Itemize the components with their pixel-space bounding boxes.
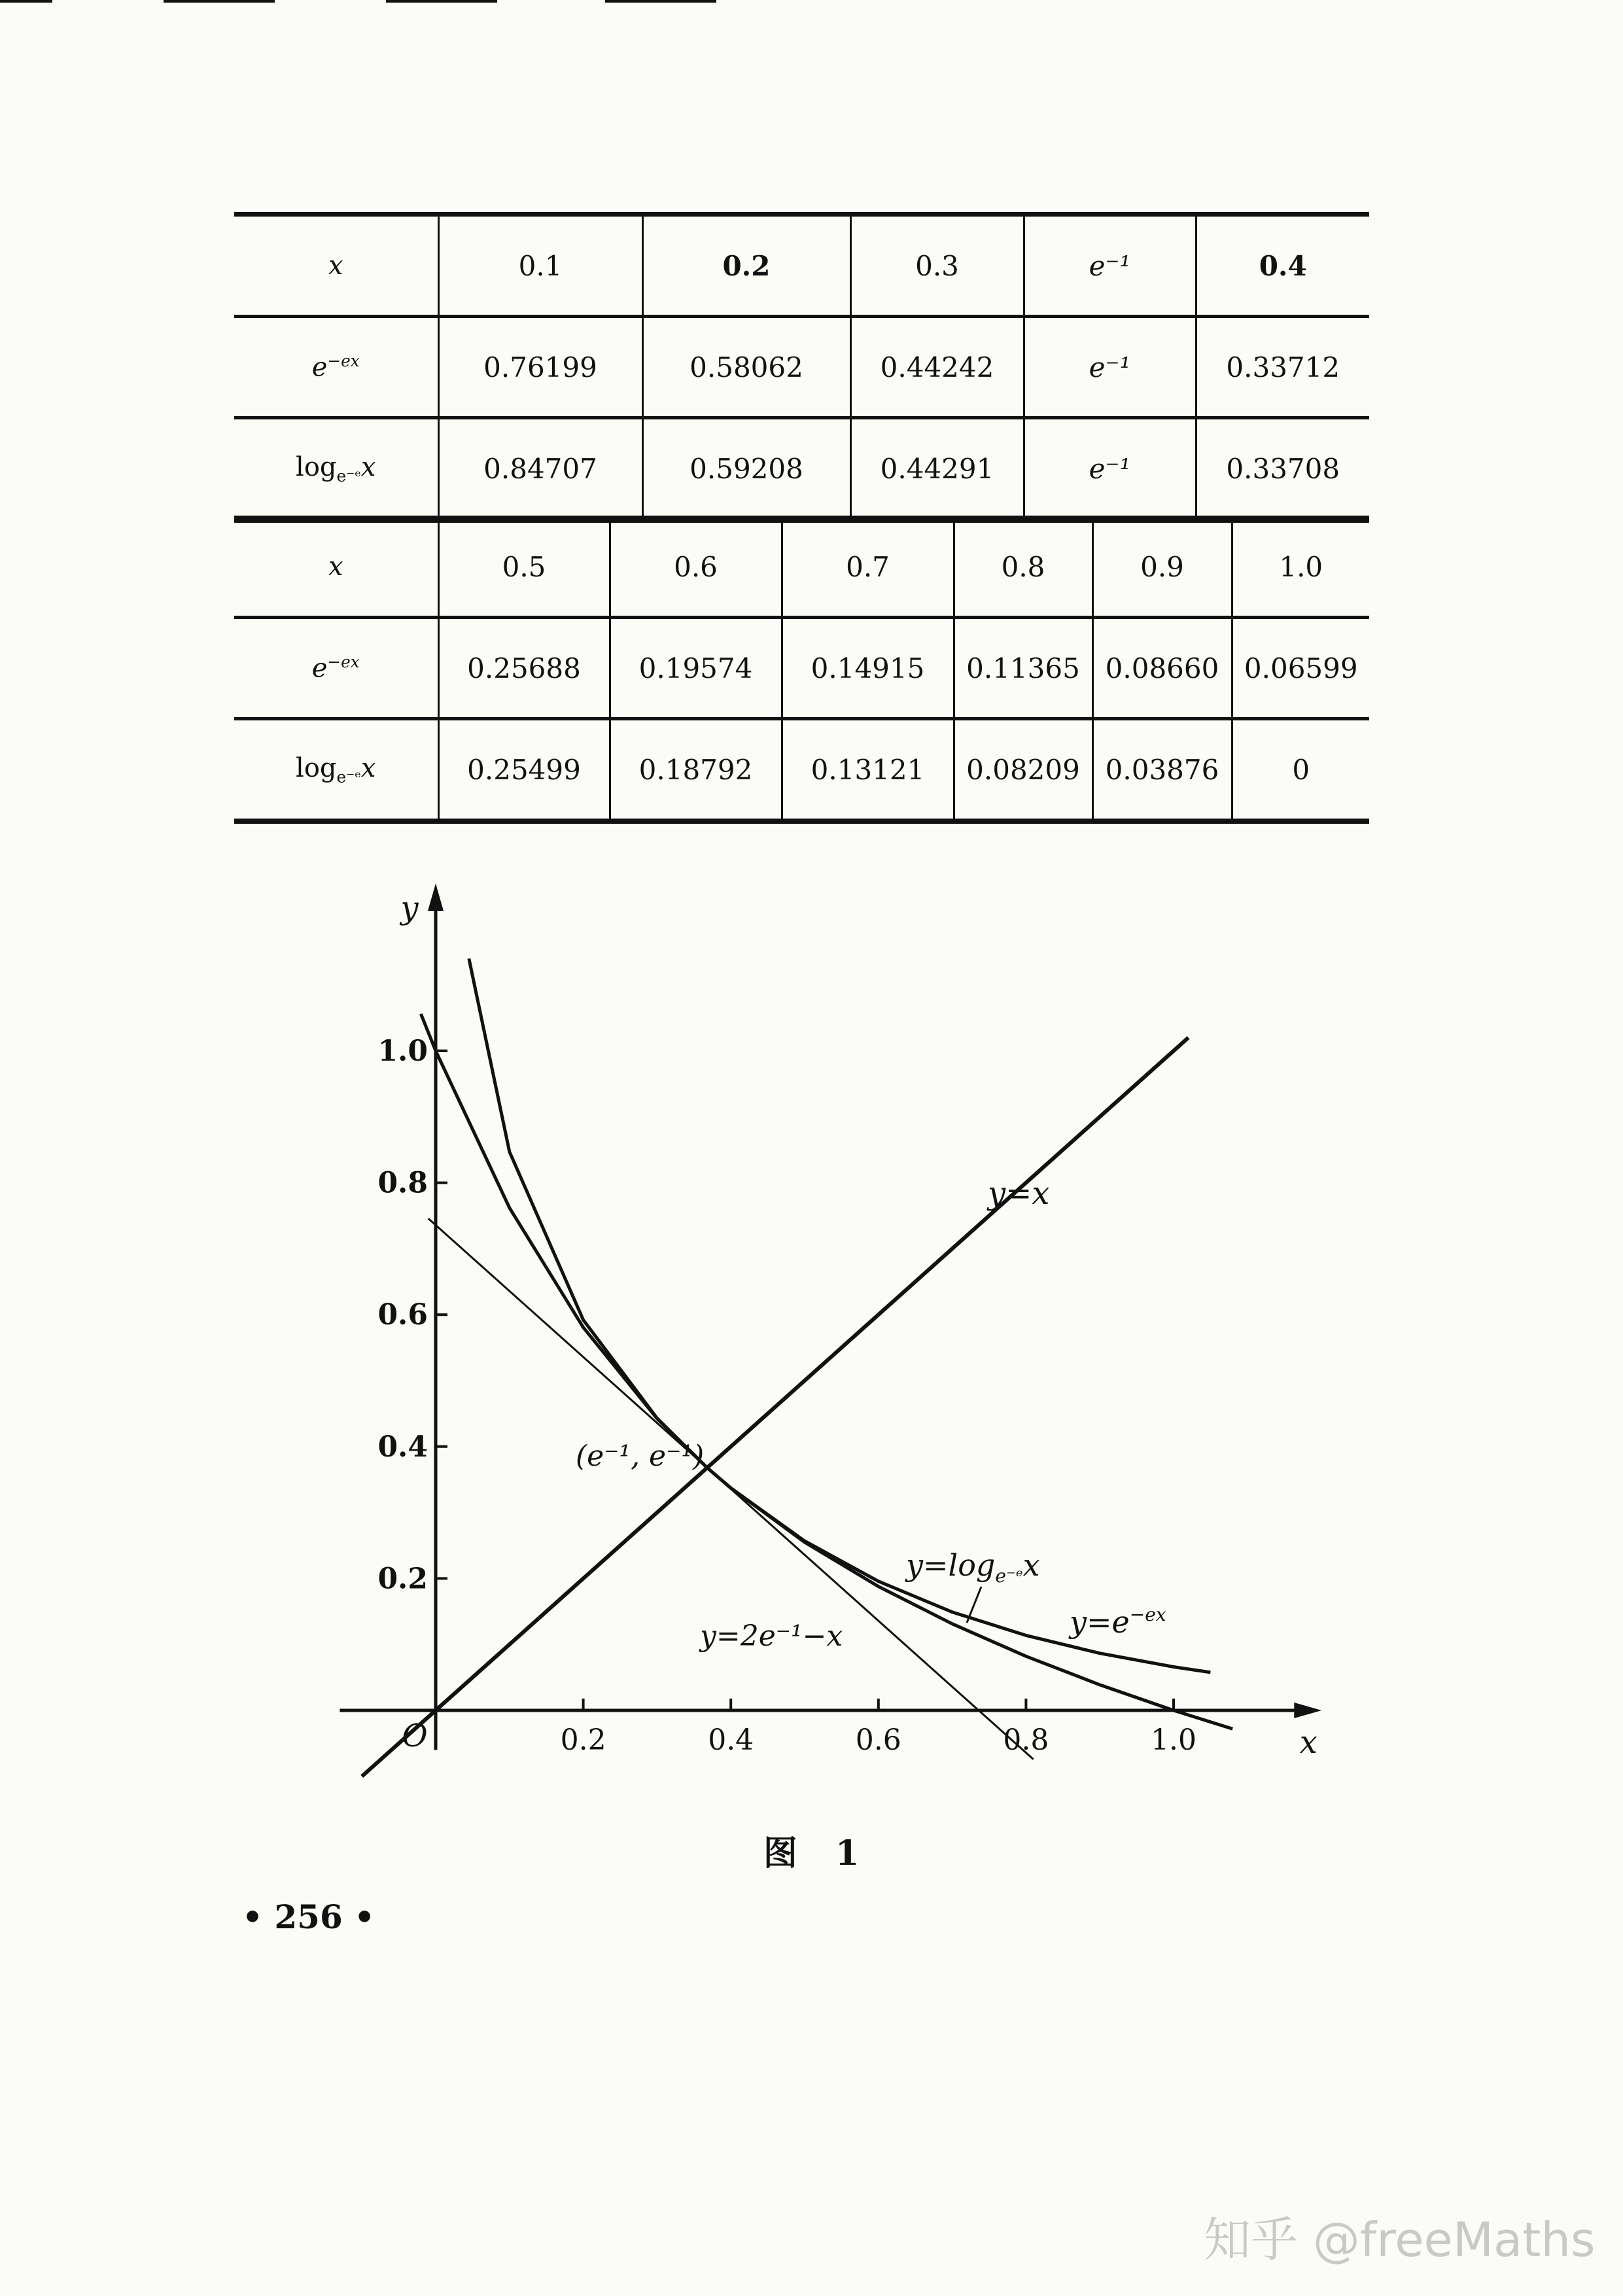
table-cell: 0.1 <box>438 215 642 317</box>
page-number: • 256 • <box>242 1898 375 1936</box>
table-cell: 0.2 <box>642 215 850 317</box>
watermark: 知乎 @freeMaths <box>1204 2212 1596 2267</box>
table-cell: 0.6 <box>610 517 782 618</box>
y-axis-arrow <box>428 883 444 911</box>
table-cell: 0.08209 <box>954 719 1092 822</box>
table-cell: 0.9 <box>1092 517 1232 618</box>
series-curve-exp <box>421 1014 1210 1672</box>
y-tick-label: 0.4 <box>377 1430 428 1464</box>
row-header-log: $\log_{e^-ᵉ}x$ <box>234 418 438 521</box>
x-axis-arrow <box>1294 1703 1321 1718</box>
row-header-log: $\log_{e^-ᵉ}x$ <box>234 719 438 822</box>
table-cell: 0.03876 <box>1092 719 1232 822</box>
y-tick-label: 1.0 <box>377 1034 428 1068</box>
row-header-exp: $e^{-ex}$ <box>234 317 438 418</box>
table-cell: 0.25688 <box>438 618 610 719</box>
table-cell: e⁻¹ <box>1024 418 1196 521</box>
row-header-exp: $e^{-ex}$ <box>234 618 438 719</box>
y-tick-label: 0.8 <box>377 1166 428 1200</box>
table-cell: e⁻¹ <box>1024 215 1196 317</box>
x-tick-label: 0.8 <box>1003 1723 1049 1757</box>
label-y-eq-x: y=x <box>988 1175 1050 1212</box>
table-cell: 0.8 <box>954 517 1092 618</box>
table-cell: 0.44242 <box>850 317 1024 418</box>
origin-label: O <box>402 1718 428 1754</box>
table-cell: 0.33708 <box>1226 452 1340 485</box>
table-cell: 0.08660 <box>1092 618 1232 719</box>
point-annotation: (e⁻¹, e⁻¹) <box>576 1439 705 1473</box>
table-cell: 0.06599 <box>1232 618 1369 719</box>
table-cell: 1.0 <box>1232 517 1369 618</box>
x-tick-label: 0.4 <box>708 1723 754 1757</box>
table-cell: 0.44291 <box>850 418 1024 521</box>
figure-caption: 图 1 <box>763 1833 873 1873</box>
table-cell: 0.14915 <box>782 618 954 719</box>
table-cell: 0.13121 <box>782 719 954 822</box>
table-cell: 0.76199 <box>438 317 642 418</box>
x-tick-label: 1.0 <box>1151 1723 1196 1757</box>
label-log-curve: $y=\log_{e^-ᵉ}x$ <box>906 1547 1040 1587</box>
table-cell: 0.4 <box>1196 215 1369 317</box>
y-axis-label: y <box>400 890 419 927</box>
series-line-y-eq-x <box>362 1038 1188 1776</box>
chart-series <box>362 959 1232 1776</box>
table-cell: 0.7 <box>782 517 954 618</box>
label-tangent-line: y=2e⁻¹−x <box>700 1619 843 1653</box>
x-axis-label: x <box>1299 1724 1318 1761</box>
x-tick-label: 0.6 <box>855 1723 901 1757</box>
x-tick-label: 0.2 <box>560 1723 606 1757</box>
table-cell: 0.33712 <box>1196 317 1369 418</box>
y-tick-label: 0.2 <box>377 1562 428 1596</box>
row-header-x: x <box>234 517 438 618</box>
table-cell: 0 <box>1292 753 1310 786</box>
table-cell: 0.11365 <box>954 618 1092 719</box>
table-cell: 0.5 <box>438 517 610 618</box>
table-cell: e⁻¹ <box>1024 317 1196 418</box>
table-cell: 0.19574 <box>610 618 782 719</box>
table-cell: 0.18792 <box>610 719 782 822</box>
table-cell: 0.84707 <box>438 418 642 521</box>
chart-labels <box>377 890 1317 1761</box>
table-cell: 0.59208 <box>642 418 850 521</box>
y-tick-label: 0.6 <box>377 1298 428 1332</box>
row-header-x: x <box>234 215 438 317</box>
table-cell: 0.25499 <box>438 719 610 822</box>
label-exp-curve: $y=e^{-ex}$ <box>1070 1604 1166 1640</box>
table-cell: 0.58062 <box>642 317 850 418</box>
table-cell: 0.3 <box>850 215 1024 317</box>
series-tangent-line <box>428 1218 1034 1759</box>
